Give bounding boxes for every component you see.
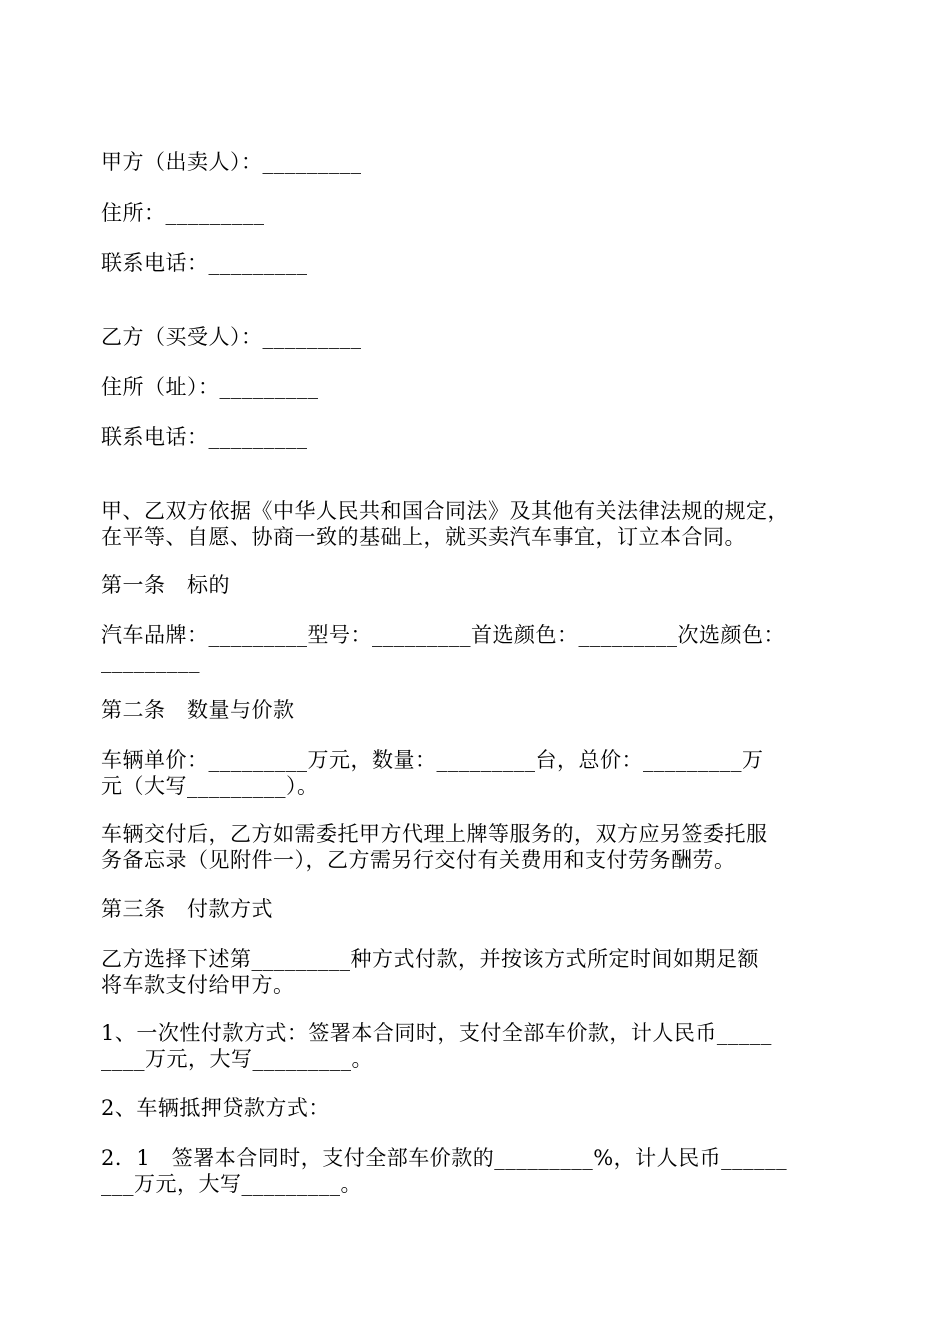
- option1-paragraph: [101, 1020, 853, 1072]
- article1-vehicle-paragraph: [101, 622, 853, 674]
- vehicle-line: 汽车品牌：_________型号：_________首选颜色：_________次选颜色：: [101, 623, 785, 647]
- article3-heading: 第三条 付款方式: [101, 897, 273, 921]
- service-line: 务备忘录（见附件一），乙方需另行交付有关费用和支付劳务酬劳。: [101, 848, 736, 872]
- preamble-paragraph: [101, 498, 853, 550]
- article2-price-paragraph: [101, 747, 853, 799]
- vehicle-line: _________: [101, 649, 200, 673]
- party-b-phone: 联系电话：_________: [101, 425, 308, 449]
- party-a-phone: 联系电话：_________: [101, 251, 308, 275]
- article1-heading: 第一条 标的: [101, 573, 230, 597]
- option2-heading: 2、车辆抵押贷款方式：: [101, 1096, 330, 1120]
- preamble-line: 在平等、自愿、协商一致的基础上，就买卖汽车事宜，订立本合同。: [101, 525, 746, 549]
- choice-line: 将车款支付给甲方。: [101, 973, 295, 997]
- option1-line: ____万元，大写_________。: [101, 1047, 373, 1071]
- option1-line: 1、一次性付款方式：签署本合同时，支付全部车价款，计人民币_____: [101, 1021, 772, 1045]
- article2-heading: 第二条 数量与价款: [101, 698, 295, 722]
- price-line: 车辆单价：_________万元，数量：_________台，总价：_________万: [101, 748, 764, 772]
- option2-1-line: 2．1 签署本合同时，支付全部车价款的_________%，计人民币______: [101, 1146, 788, 1170]
- option2-1-paragraph: [101, 1145, 853, 1197]
- price-line: 元（大写_________）。: [101, 774, 319, 798]
- preamble-line: 甲、乙双方依据《中华人民共和国合同法》及其他有关法律法规的规定，: [101, 499, 789, 523]
- party-a-address: 住所：_________: [101, 201, 265, 225]
- party-a-label: 甲方（出卖人）：_________: [101, 150, 362, 174]
- option2-1-line: ___万元，大写_________。: [101, 1172, 362, 1196]
- party-b-label: 乙方（买受人）：_________: [101, 325, 362, 349]
- article2-service-paragraph: [101, 821, 853, 873]
- party-b-address: 住所（址）：_________: [101, 375, 319, 399]
- service-line: 车辆交付后，乙方如需委托甲方代理上牌等服务的，双方应另签委托服: [101, 822, 768, 846]
- article3-choice-paragraph: [101, 946, 853, 998]
- choice-line: 乙方选择下述第_________种方式付款，并按该方式所定时间如期足额: [101, 947, 759, 971]
